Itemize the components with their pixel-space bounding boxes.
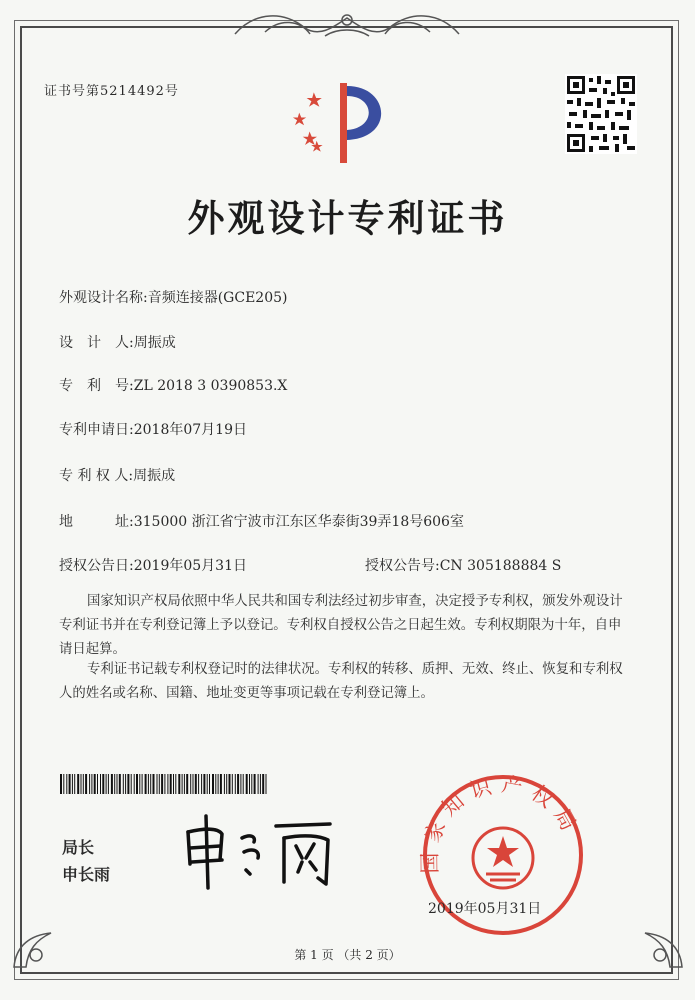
barcode-bar <box>240 774 241 794</box>
barcode-bar <box>153 774 155 794</box>
barcode-bar <box>229 774 231 794</box>
design-name-row <box>59 287 287 307</box>
patent-number-row <box>59 375 287 395</box>
director-title: 局长 <box>62 838 95 857</box>
barcode-bar <box>94 774 96 794</box>
barcode-bar <box>125 774 126 794</box>
barcode-bar <box>235 774 236 794</box>
barcode-bar <box>74 774 75 794</box>
barcode <box>60 774 270 794</box>
page-number: 第 1 页 （共 2 页） <box>294 948 401 962</box>
barcode-bar <box>262 774 264 794</box>
barcode-bar <box>161 774 163 794</box>
barcode-bar <box>212 774 214 794</box>
barcode-bar <box>193 774 194 794</box>
barcode-bar <box>102 774 104 794</box>
barcode-bar <box>258 774 259 794</box>
address-label: 地 址: <box>59 514 134 530</box>
barcode-bar <box>100 774 101 794</box>
address-row <box>59 511 464 531</box>
qr-code <box>565 74 637 154</box>
barcode-bar <box>173 774 174 794</box>
design-name-value: 音频连接器(GCE205) <box>147 290 288 306</box>
patent-number-value: ZL 2018 3 0390853.X <box>133 378 288 394</box>
barcode-bar <box>178 774 180 794</box>
grant-publication-date-label: 授权公告日: <box>59 558 134 574</box>
barcode-bar <box>142 774 143 794</box>
barcode-bar <box>260 774 261 794</box>
barcode-bar <box>226 774 227 794</box>
barcode-bar <box>114 774 115 794</box>
barcode-bar <box>123 774 124 794</box>
barcode-bar <box>243 774 244 794</box>
barcode-bar <box>119 774 121 794</box>
barcode-bar <box>60 774 62 794</box>
barcode-bar <box>170 774 172 794</box>
barcode-bar <box>69 774 71 794</box>
barcode-bar <box>159 774 160 794</box>
barcode-bar <box>201 774 202 794</box>
barcode-bar <box>203 774 205 794</box>
patent-office-logo <box>285 78 405 173</box>
patent-number-label: 专 利 号: <box>59 378 134 394</box>
barcode-bar <box>164 774 165 794</box>
barcode-bar <box>254 774 256 794</box>
barcode-bar <box>195 774 197 794</box>
filing-date-value: 2018年07月19日 <box>133 422 247 438</box>
designer-value: 周振成 <box>133 335 176 351</box>
patentee-label: 专 利 权 人: <box>59 468 134 484</box>
barcode-bar <box>266 774 267 794</box>
grant-publication-number-value: CN 305188884 S <box>439 558 562 574</box>
seal-text: 国家知识产权局 <box>418 772 585 874</box>
barcode-bar <box>246 774 248 794</box>
barcode-bar <box>198 774 199 794</box>
barcode-bar <box>157 774 158 794</box>
bottom-left-ornament <box>6 915 66 975</box>
grant-publication-date-row <box>59 555 247 575</box>
barcode-bar <box>117 774 118 794</box>
barcode-bar <box>251 774 252 794</box>
barcode-bar <box>215 774 216 794</box>
barcode-bar <box>145 774 147 794</box>
barcode-bar <box>111 774 113 794</box>
barcode-bar <box>136 774 138 794</box>
barcode-bar <box>237 774 239 794</box>
barcode-bar <box>139 774 140 794</box>
barcode-bar <box>190 774 191 794</box>
barcode-bar <box>63 774 64 794</box>
barcode-bar <box>186 774 188 794</box>
barcode-bar <box>150 774 151 794</box>
certificate-title: 外观设计专利证书 <box>187 196 508 240</box>
address-value: 315000 浙江省宁波市江东区华泰街39弄18号606室 <box>133 514 464 530</box>
seal-date: 2019年05月31日 <box>428 901 542 917</box>
director-name: 申长雨 <box>62 865 111 884</box>
patentee-value: 周振成 <box>133 468 176 484</box>
barcode-bar <box>91 774 92 794</box>
barcode-bar <box>108 774 109 794</box>
grant-paragraph: 国家知识产权局依照中华人民共和国专利法经过初步审查，决定授予专利权，颁发外观设计专利证书并在专利登记簿上予以登记。专利权自授权公告之日起生效。专利权期限为十年，自申请日起算。 <box>59 594 623 657</box>
barcode-bar <box>148 774 149 794</box>
designer-label: 设 计 人: <box>59 335 134 351</box>
legal-status-paragraph: 专利证书记载专利权登记时的法律状况。专利权的转移、质押、无效、终止、恢复和专利权人的姓名或名称、国籍、地址变更等事项记载在专利登记簿上。 <box>59 662 623 701</box>
barcode-bar <box>77 774 79 794</box>
grant-publication-date-value: 2019年05月31日 <box>133 558 247 574</box>
barcode-bar <box>134 774 135 794</box>
barcode-bar <box>81 774 82 794</box>
barcode-bar <box>66 774 67 794</box>
barcode-bar <box>97 774 98 794</box>
barcode-bar <box>131 774 132 794</box>
barcode-bar <box>106 774 107 794</box>
design-name-label: 外观设计名称: <box>59 290 148 306</box>
designer-row <box>59 332 176 352</box>
barcode-bar <box>182 774 183 794</box>
barcode-bar <box>249 774 250 794</box>
barcode-bar <box>83 774 84 794</box>
patentee-row <box>59 465 175 485</box>
barcode-bar <box>85 774 87 794</box>
bottom-right-ornament <box>630 915 690 975</box>
barcode-bar <box>218 774 219 794</box>
barcode-bar <box>232 774 233 794</box>
barcode-bar <box>209 774 210 794</box>
grant-publication-number-label: 授权公告号: <box>365 558 440 574</box>
barcode-bar <box>72 774 73 794</box>
barcode-bar <box>224 774 225 794</box>
top-ornament <box>225 6 470 46</box>
director-signature <box>180 812 350 892</box>
barcode-bar <box>220 774 222 794</box>
grant-publication-number-row <box>365 555 561 575</box>
barcode-bar <box>89 774 90 794</box>
barcode-bar <box>167 774 168 794</box>
barcode-bar <box>207 774 208 794</box>
filing-date-row <box>59 419 247 439</box>
certificate-number: 证书号第5214492号 <box>44 84 179 99</box>
barcode-bar <box>127 774 129 794</box>
barcode-bar <box>175 774 176 794</box>
filing-date-label: 专利申请日: <box>59 422 134 438</box>
barcode-bar <box>184 774 185 794</box>
